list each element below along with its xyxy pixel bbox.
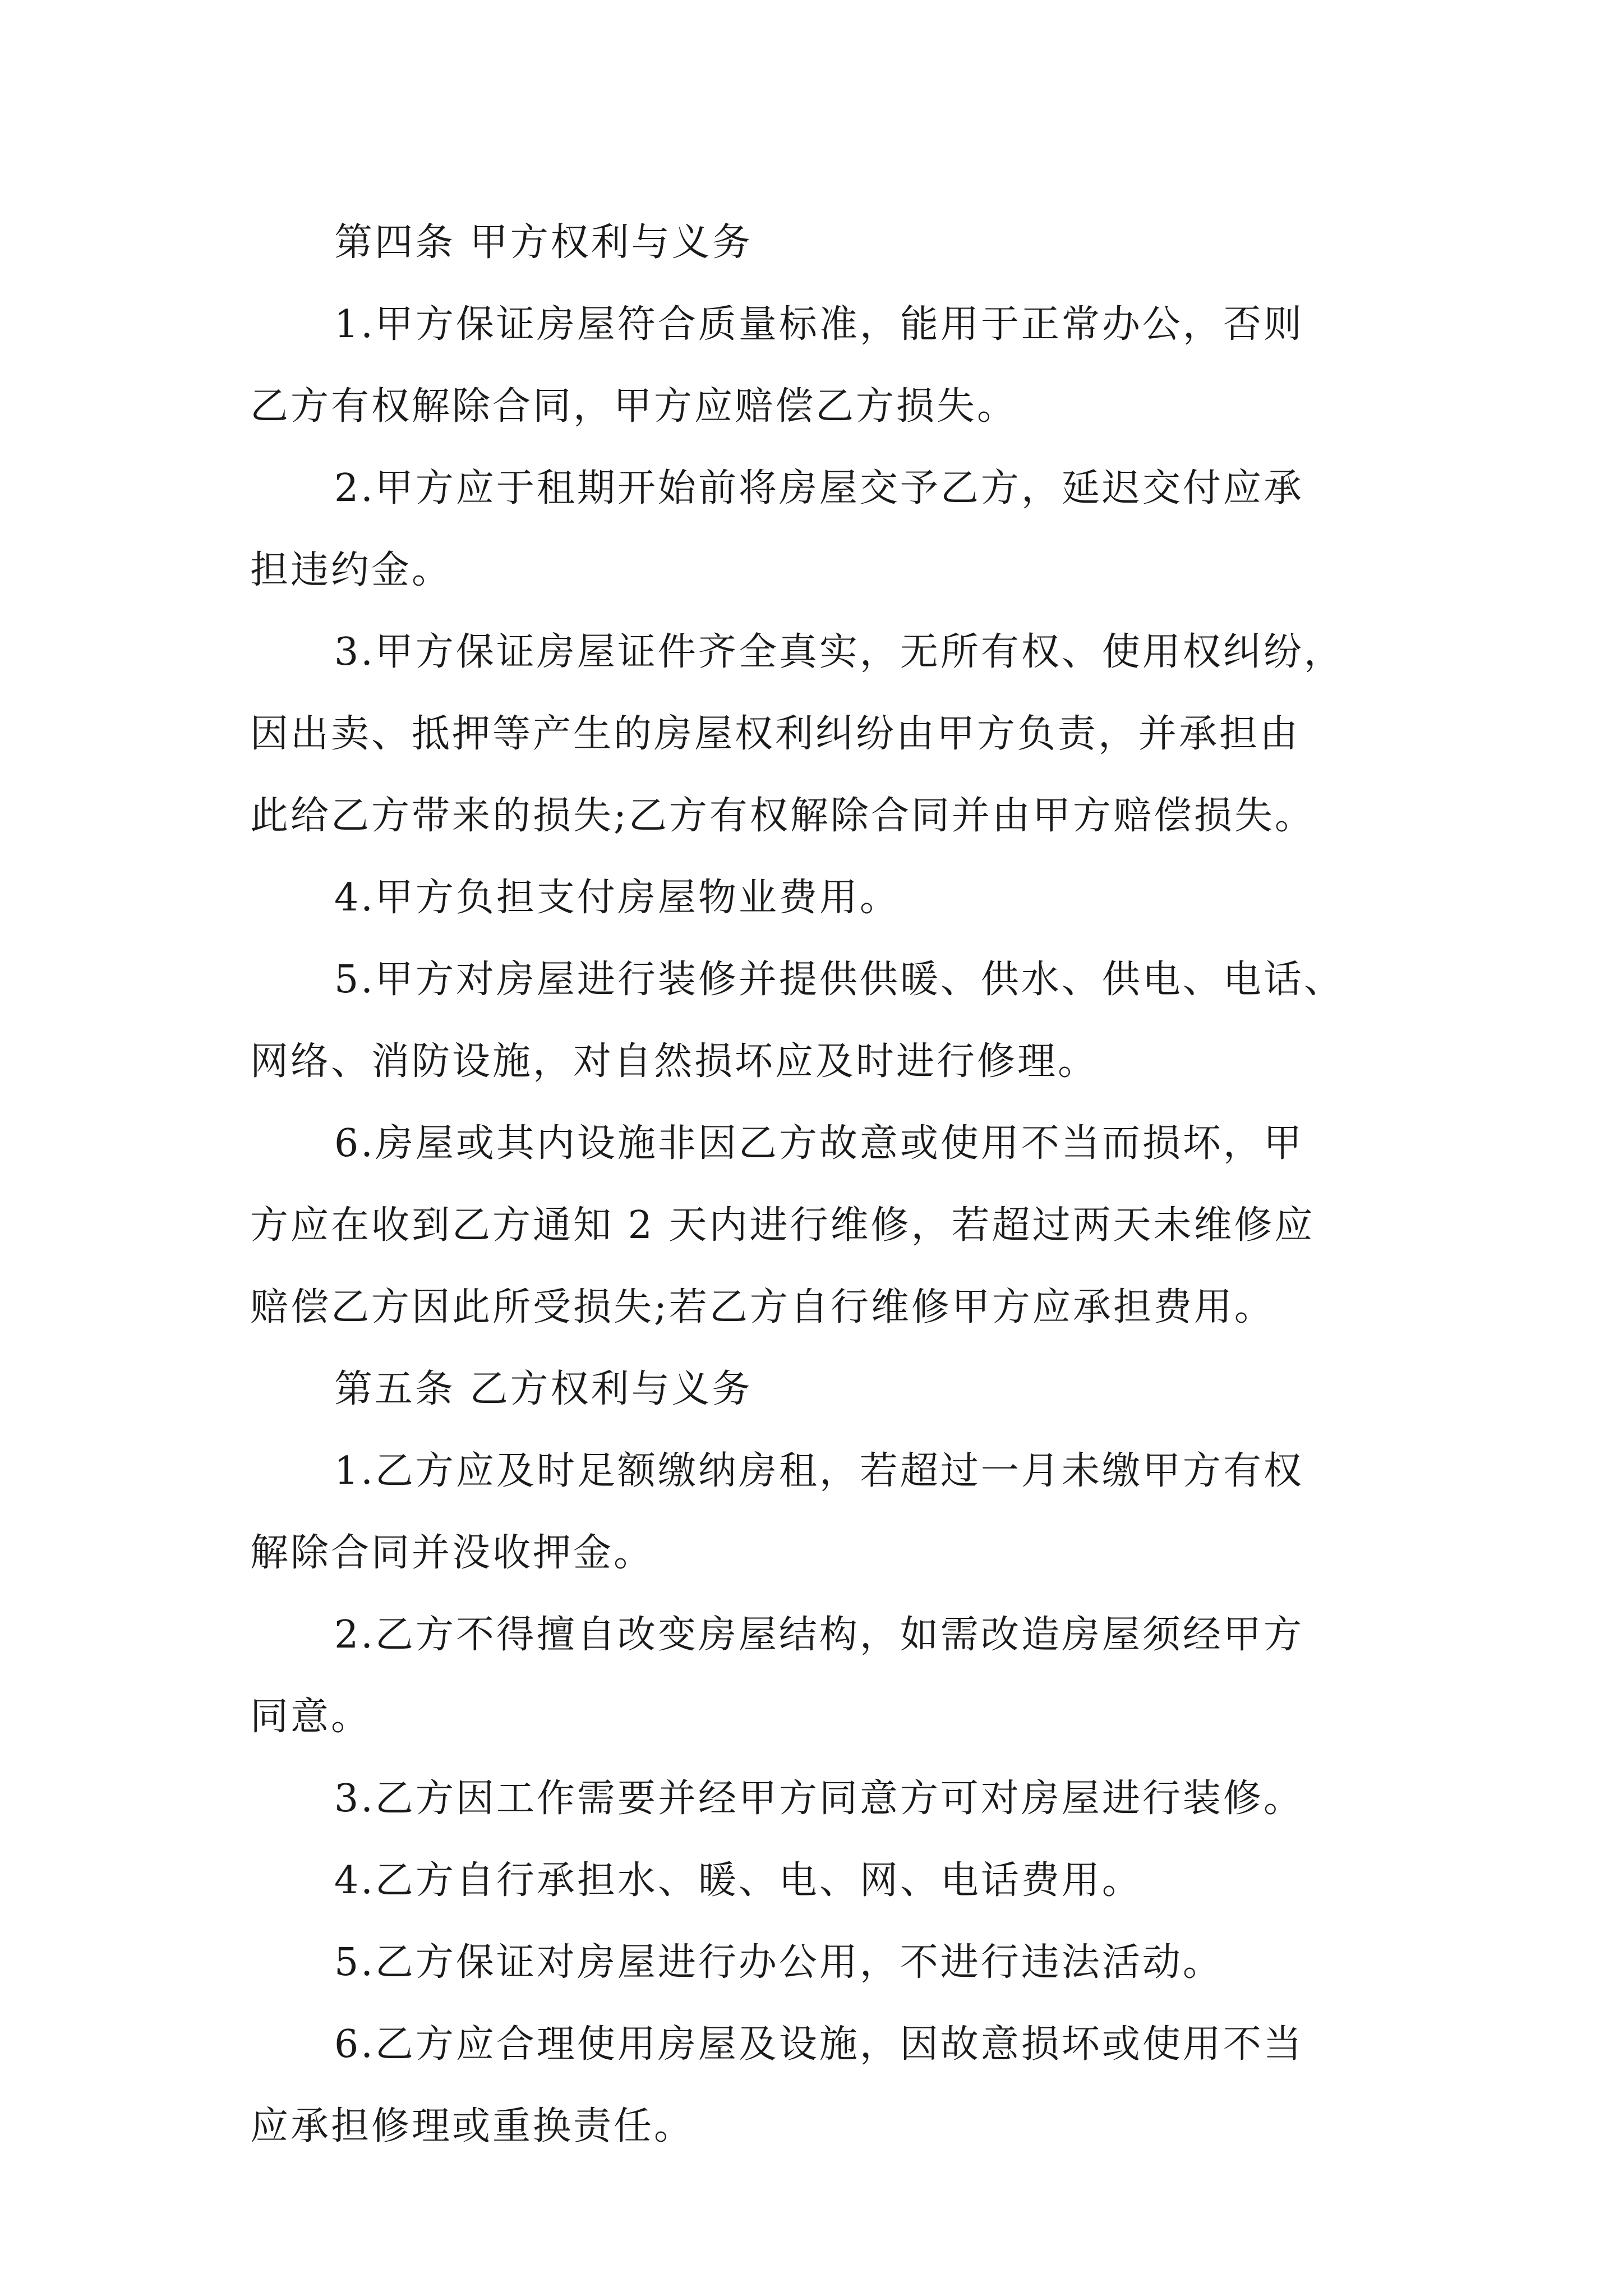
paragraph-line: 担违约金。 xyxy=(250,548,453,592)
section-heading-4: 第四条 甲方权利与义务 xyxy=(334,220,753,265)
paragraph-line: 因出卖、抵押等产生的房屋权利纠纷由甲方负责，并承担由 xyxy=(250,712,1301,756)
paragraph-line: 4.乙方自行承担水、暖、电、网、电话费用。 xyxy=(334,1858,1142,1903)
document-body xyxy=(250,202,1394,2168)
paragraph-line: 2.乙方不得擅自改变房屋结构，如需改造房屋须经甲方 xyxy=(334,1613,1304,1657)
paragraph-line: 乙方有权解除合同，甲方应赔偿乙方损失。 xyxy=(250,384,1018,429)
paragraph-line: 赔偿乙方因此所受损失;若乙方自行维修甲方应承担费用。 xyxy=(250,1285,1275,1329)
paragraph-line: 方应在收到乙方通知 2 天内进行维修，若超过两天未维修应 xyxy=(250,1203,1315,1248)
paragraph-line: 同意。 xyxy=(250,1695,372,1739)
paragraph-line: 6.乙方应合理使用房屋及设施，因故意损坏或使用不当 xyxy=(334,2022,1304,2067)
paragraph-line: 1.乙方应及时足额缴纳房租，若超过一月未缴甲方有权 xyxy=(334,1449,1304,1493)
paragraph-line: 网络、消防设施，对自然损坏应及时进行修理。 xyxy=(250,1039,1099,1084)
paragraph-line: 3.乙方因工作需要并经甲方同意方可对房屋进行装修。 xyxy=(334,1777,1304,1821)
paragraph-line: 4.甲方负担支付房屋物业费用。 xyxy=(334,876,900,920)
paragraph-line: 1.甲方保证房屋符合质量标准，能用于正常办公，否则 xyxy=(334,302,1304,347)
paragraph-line: 6.房屋或其内设施非因乙方故意或使用不当而损坏，甲 xyxy=(334,1121,1304,1166)
paragraph-line: 2.甲方应于租期开始前将房屋交予乙方，延迟交付应承 xyxy=(334,466,1304,510)
paragraph-line: 5.乙方保证对房屋进行办公用，不进行违法活动。 xyxy=(334,1940,1223,1985)
paragraph-line: 3.甲方保证房屋证件齐全真实，无所有权、使用权纠纷， xyxy=(334,630,1344,674)
section-heading-5: 第五条 乙方权利与义务 xyxy=(334,1367,753,1411)
paragraph-line: 此给乙方带来的损失;乙方有权解除合同并由甲方赔偿损失。 xyxy=(250,794,1315,838)
paragraph-line: 解除合同并没收押金。 xyxy=(250,1531,654,1575)
paragraph-line: 应承担修理或重换责任。 xyxy=(250,2104,695,2148)
paragraph-line: 5.甲方对房屋进行装修并提供供暖、供水、供电、电话、 xyxy=(334,958,1344,1002)
